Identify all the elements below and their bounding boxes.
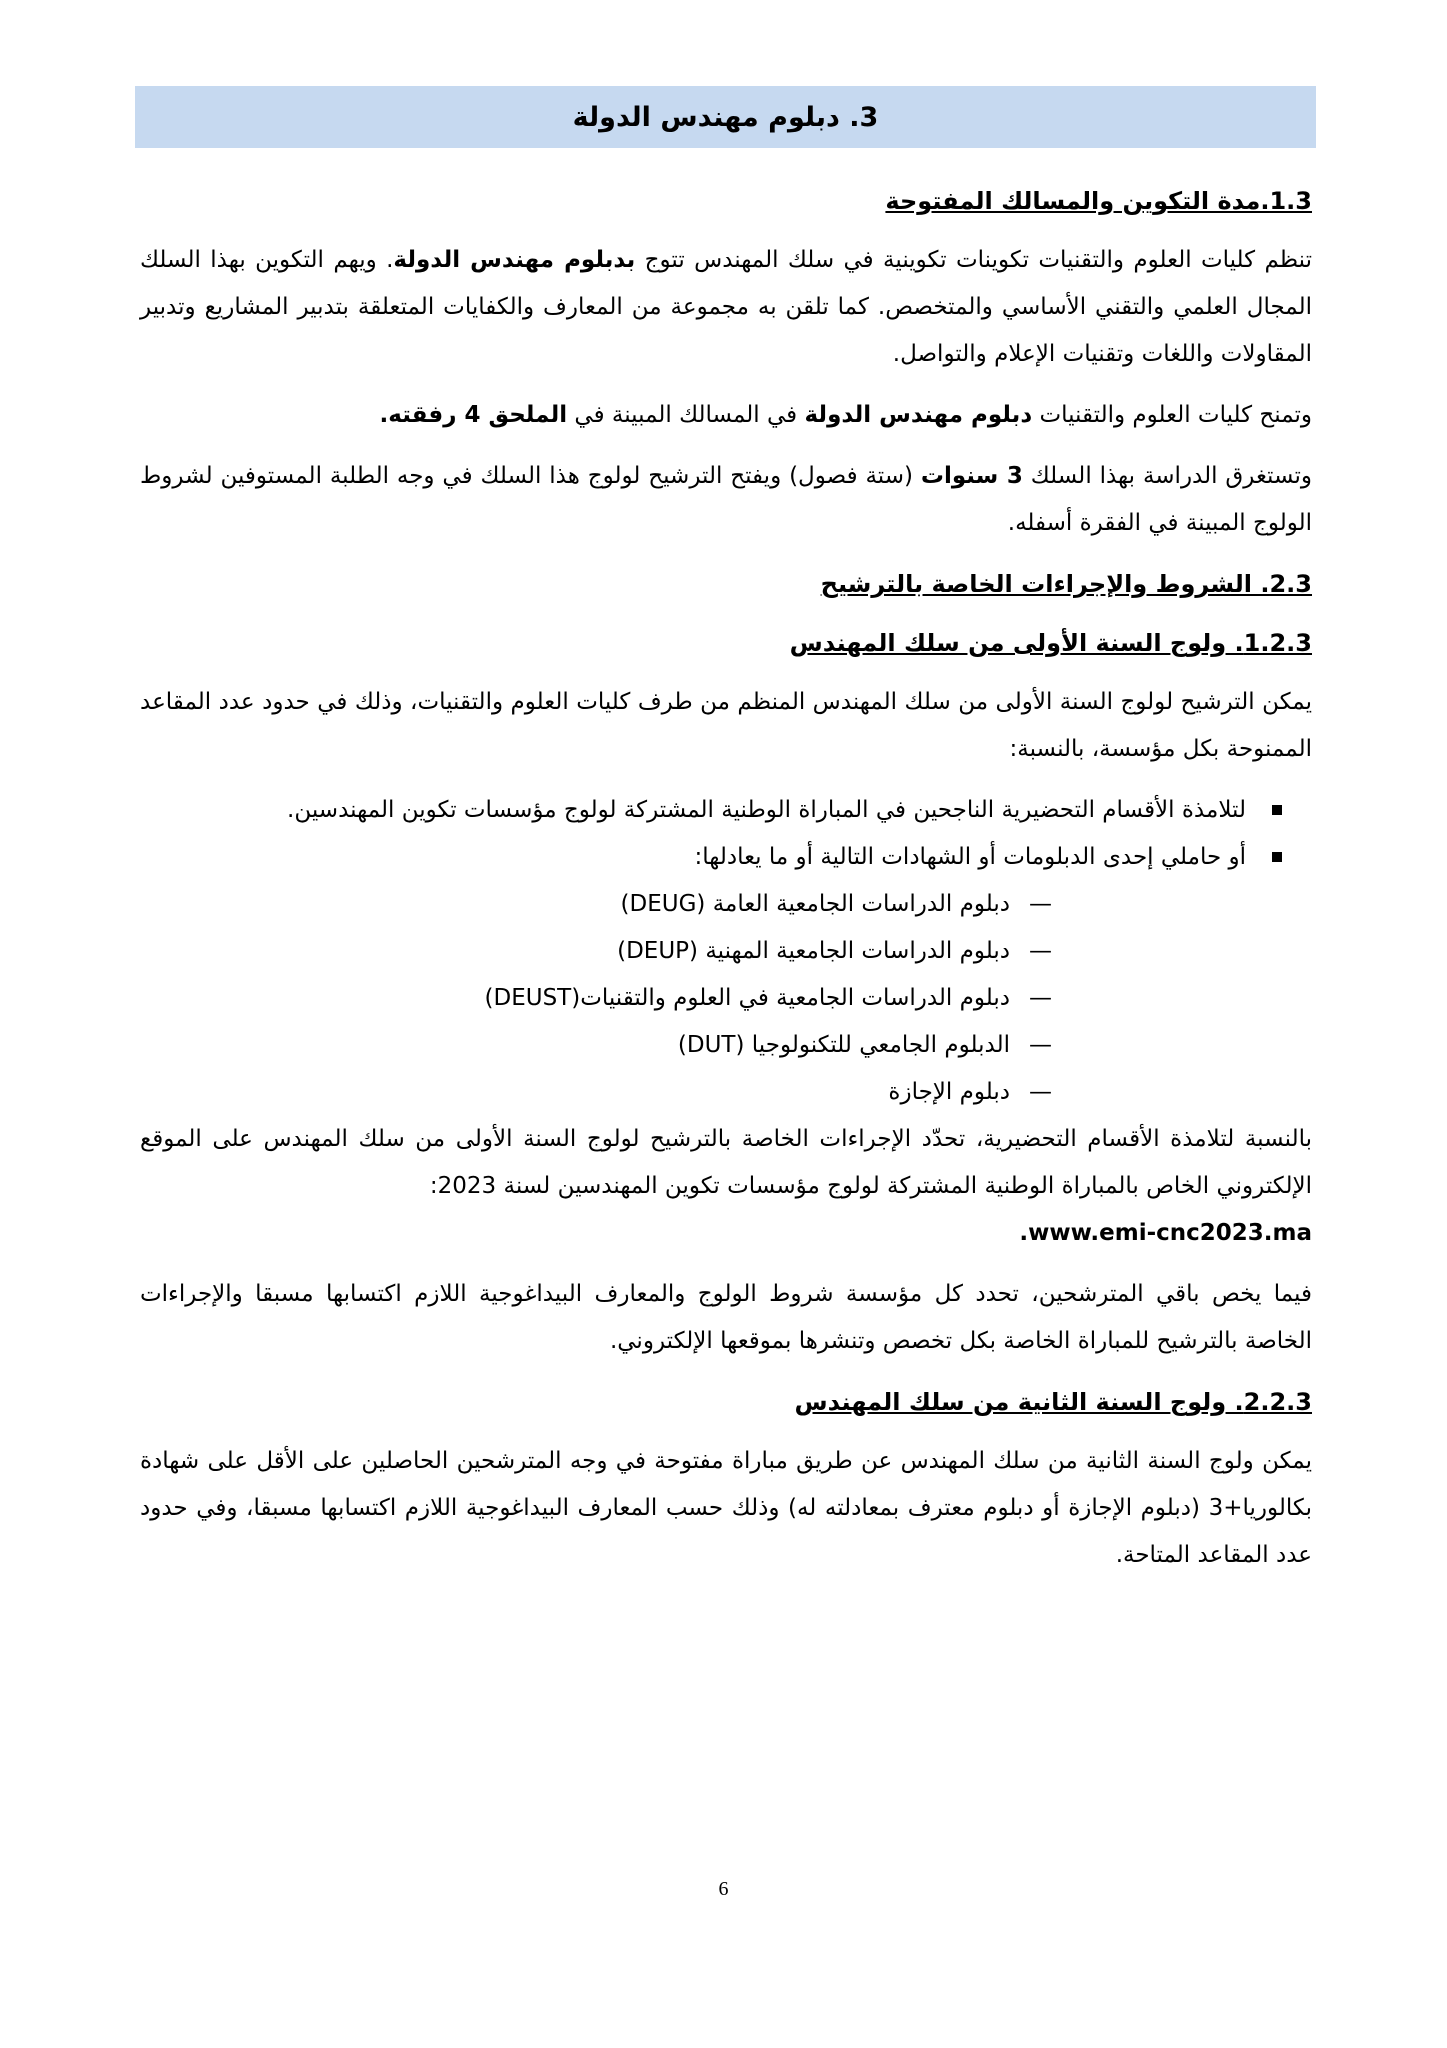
document-body xyxy=(140,178,1312,1593)
heading-3-2-2: 2.2.3. ولوج السنة الثانية من سلك المهندس xyxy=(794,1388,1312,1416)
list-item: لتلامذة الأقسام التحضيرية الناجحين في المباراة الوطنية المشتركة لولوج مؤسسات تكوين المهندسين. xyxy=(140,787,1282,834)
paragraph-prep-classes: بالنسبة لتلامذة الأقسام التحضيرية، تحدّد الإجراءات الخاصة بالترشيح لولوج السنة الأولى من سلك المهندس على الموقع الإلكتروني الخاص بالمباراة الوطنية المشتركة لولوج مؤسسات تكوين المهندسين لسنة 2023: xyxy=(140,1126,1312,1199)
heading-3-2-1: 1.2.3. ولوج السنة الأولى من سلك المهندس xyxy=(789,629,1312,657)
heading-3-1: 1.3.مدة التكوين والمسالك المفتوحة xyxy=(885,187,1312,215)
paragraph-second-year: يمكن ولوج السنة الثانية من سلك المهندس عن طريق مباراة مفتوحة في وجه المترشحين الحاصلين على الأقل على شهادة بكالوريا+3 (دبلوم الإجازة أو دبلوم معترف بمعادلته له) وذلك حسب المعارف البيداغوجية اللازم اكتسابها مسبقا، وفي حدود عدد المقاعد المتاحة. xyxy=(140,1448,1312,1568)
paragraph-first-year: يمكن الترشيح لولوج السنة الأولى من سلك المهندس المنظم من طرف كليات العلوم والتقنيات، وذلك في حدود عدد المقاعد الممنوحة بكل مؤسسة، بالنسبة: xyxy=(140,689,1312,762)
paragraph-duration: وتستغرق الدراسة بهذا السلك 3 سنوات (ستة فصول) ويفتح الترشيح لولوج هذا السلك في وجه الطلبة المستوفين لشروط الولوج المبينة في الفقرة أسفله. xyxy=(140,463,1313,536)
paragraph-training: تنظم كليات العلوم والتقنيات تكوينات تكوينية في سلك المهندس تتوج بدبلوم مهندس الدولة. ويهم التكوين بهذا السلك المجال العلمي والتقني الأساسي والمتخصص. كما تلقن به مجموعة من المعارف والكفايات المتعلقة بتدبير المشاريع وتدبير المقاولات واللغات وتقنيات الإعلام والتواصل. xyxy=(140,247,1313,367)
section-title: 3. دبلوم مهندس الدولة xyxy=(572,101,879,133)
list-item: — دبلوم الدراسات الجامعية العامة (DEUG) xyxy=(140,881,1052,928)
list-item: — دبلوم الدراسات الجامعية المهنية (DEUP) xyxy=(140,928,1052,975)
paragraph-diploma-award: وتمنح كليات العلوم والتقنيات دبلوم مهندس الدولة في المسالك المبينة في الملحق 4 رفقته. xyxy=(379,402,1312,428)
section-banner xyxy=(135,86,1316,148)
bullet-list xyxy=(140,787,1312,881)
page-number: 6 xyxy=(718,1878,729,1900)
list-item: — الدبلوم الجامعي للتكنولوجيا (DUT) xyxy=(140,1022,1052,1069)
list-item: أو حاملي إحدى الدبلومات أو الشهادات التالية أو ما يعادلها: xyxy=(140,834,1282,881)
paragraph-other-candidates: فيما يخص باقي المترشحين، تحدد كل مؤسسة شروط الولوج والمعارف البيداغوجية اللازم اكتسابها مسبقا والإجراءات الخاصة بالترشيح للمباراة الخاصة بكل تخصص وتنشرها بموقعها الإلكتروني. xyxy=(140,1281,1312,1354)
list-item: — دبلوم الدراسات الجامعية في العلوم والتقنيات(DEUST) xyxy=(140,975,1052,1022)
diploma-list xyxy=(140,881,1312,1116)
heading-3-2: 2.3. الشروط والإجراءات الخاصة بالترشيح xyxy=(820,570,1312,598)
list-item: — دبلوم الإجازة xyxy=(140,1069,1052,1116)
website-link[interactable]: .www.emi-cnc2023.ma xyxy=(1019,1220,1312,1246)
